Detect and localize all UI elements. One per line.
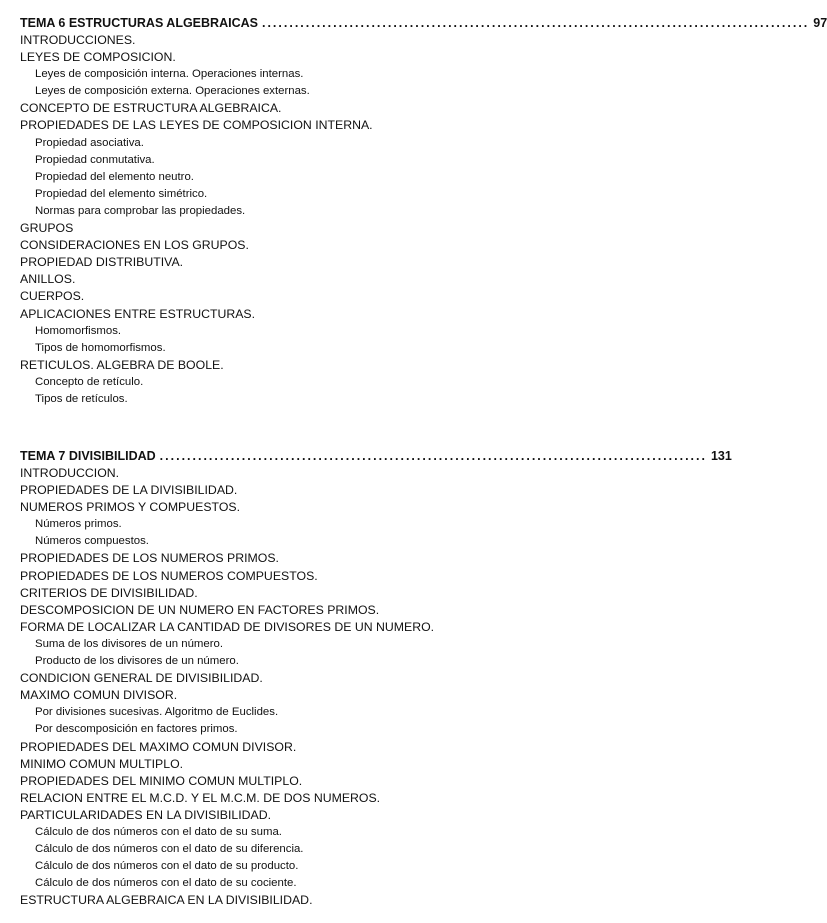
toc-subentry: Normas para comprobar las propiedades. xyxy=(35,204,246,217)
toc-entry: LEYES DE COMPOSICION. xyxy=(20,50,176,65)
toc-entry: ANILLOS. xyxy=(20,272,76,287)
toc-subentry: Concepto de retículo. xyxy=(35,375,144,388)
toc-entry: INTRODUCCIONES. xyxy=(20,33,136,47)
toc-subentry: Leyes de composición externa. Operaciones externas. xyxy=(35,85,310,98)
toc-entry: DESCOMPOSICION DE UN NUMERO EN FACTORES PRIMOS. xyxy=(20,602,380,617)
toc-entry: PROPIEDADES DEL MAXIMO COMUN DIVISOR. xyxy=(20,739,297,754)
toc-entry: PROPIEDADES DEL MINIMO COMUN MULTIPLO. xyxy=(20,773,303,788)
toc-subentry: Cálculo de dos números con el dato de su producto. xyxy=(35,860,299,873)
toc-entry: CRITERIOS DE DIVISIBILIDAD. xyxy=(20,585,198,600)
toc-entry: GRUPOS xyxy=(20,221,74,236)
toc-subentry: Cálculo de dos números con el dato de su cociente. xyxy=(35,877,297,890)
toc-subentry: Suma de los divisores de un número. xyxy=(35,637,224,650)
toc-subentry: Por descomposición en factores primos. xyxy=(35,723,238,736)
toc-entry: PROPIEDADES DE LA DIVISIBILIDAD. xyxy=(20,483,238,498)
toc-entry: MAXIMO COMUN DIVISOR. xyxy=(20,688,178,703)
toc-entry: PROPIEDADES DE LOS NUMEROS PRIMOS. xyxy=(20,551,279,566)
dot-leader: .................................................................................................... xyxy=(261,16,810,30)
section-heading xyxy=(20,15,827,32)
toc-entry: PROPIEDADES DE LAS LEYES DE COMPOSICION INTERNA. xyxy=(20,118,373,133)
section-page-number: 97 xyxy=(813,16,827,30)
toc-section-tema-7 xyxy=(20,448,732,909)
toc-entry: CONSIDERACIONES EN LOS GRUPOS. xyxy=(20,238,249,253)
toc-section-tema-6 xyxy=(20,15,827,408)
toc-subentry: Propiedad asociativa. xyxy=(35,136,144,149)
toc-subentry: Producto de los divisores de un número. xyxy=(35,655,239,668)
section-title: TEMA 7 DIVISIBILIDAD xyxy=(20,449,156,463)
toc-subentry: Números compuestos. xyxy=(35,535,149,548)
toc-subentry: Propiedad conmutativa. xyxy=(35,153,155,166)
toc-subentry: Propiedad del elemento simétrico. xyxy=(35,187,208,200)
toc-subentry: Homomorfismos. xyxy=(35,324,122,337)
toc-subentry: Tipos de retículos. xyxy=(35,392,128,405)
section-title: TEMA 6 ESTRUCTURAS ALGEBRAICAS xyxy=(20,16,258,30)
toc-subentry: Propiedad del elemento neutro. xyxy=(35,170,194,183)
section-page-number: 131 xyxy=(710,449,732,463)
toc-entry: PROPIEDAD DISTRIBUTIVA. xyxy=(20,255,184,270)
toc-entry: INTRODUCCION. xyxy=(20,466,120,480)
toc-entry: RETICULOS. ALGEBRA DE BOOLE. xyxy=(20,357,224,372)
toc-subentry: Por divisiones sucesivas. Algoritmo de Euclides. xyxy=(35,706,279,719)
toc-entry: NUMEROS PRIMOS Y COMPUESTOS. xyxy=(20,500,241,515)
toc-entry: ESTRUCTURA ALGEBRAICA EN LA DIVISIBILIDAD. xyxy=(20,893,313,908)
dot-leader: .................................................................................................... xyxy=(159,449,707,463)
toc-subentry: Tipos de homomorfismos. xyxy=(35,341,166,354)
toc-entry: CONDICION GENERAL DE DIVISIBILIDAD. xyxy=(20,671,263,686)
toc-entry: APLICACIONES ENTRE ESTRUCTURAS. xyxy=(20,306,256,321)
toc-entry: CUERPOS. xyxy=(20,289,85,304)
toc-subentry: Leyes de composición interna. Operaciones internas. xyxy=(35,68,304,81)
toc-entry: CONCEPTO DE ESTRUCTURA ALGEBRAICA. xyxy=(20,101,282,116)
toc-entry: RELACION ENTRE EL M.C.D. Y EL M.C.M. DE DOS NUMEROS. xyxy=(20,790,381,805)
toc-entry: FORMA DE LOCALIZAR LA CANTIDAD DE DIVISORES DE UN NUMERO. xyxy=(20,619,435,634)
toc-subentry: Cálculo de dos números con el dato de su diferencia. xyxy=(35,843,304,856)
toc-entry: PROPIEDADES DE LOS NUMEROS COMPUESTOS. xyxy=(20,568,318,583)
entry-list xyxy=(20,32,588,408)
entry-list xyxy=(20,465,588,909)
toc-entry: MINIMO COMUN MULTIPLO. xyxy=(20,756,184,771)
toc-subentry: Cálculo de dos números con el dato de su suma. xyxy=(35,825,282,838)
section-heading xyxy=(20,448,732,465)
toc-subentry: Números primos. xyxy=(35,518,122,531)
toc-entry: PARTICULARIDADES EN LA DIVISIBILIDAD. xyxy=(20,807,272,822)
